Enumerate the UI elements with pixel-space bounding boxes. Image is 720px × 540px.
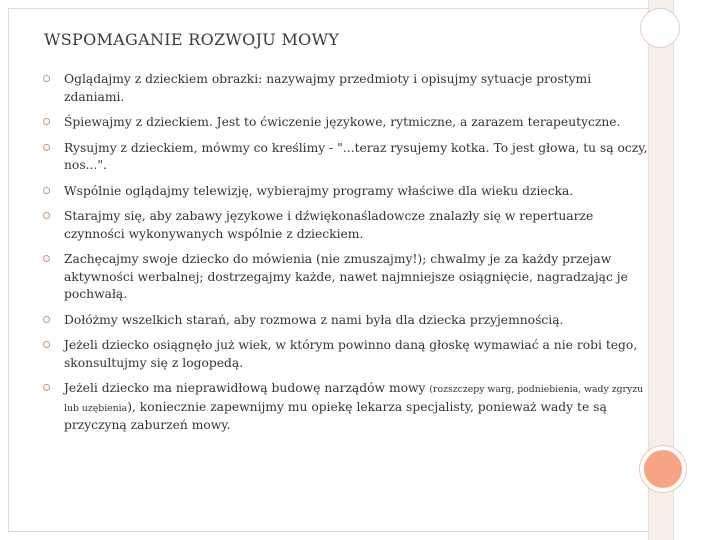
bullet-list xyxy=(40,71,650,443)
list-item-text: Zachęcajmy swoje dziecko do mówienia (nie zmuszajmy!); chwalmy je za każdy przejaw aktywności werbalnej; dostrzegajmy każde, nawet najmniejsze osiągnięcie, nagradzając je pochwałą. xyxy=(64,252,628,301)
list-item xyxy=(40,71,650,106)
list-item-text: Rysujmy z dzieckiem, mówmy co kreślimy - "...teraz rysujemy kotka. To jest głowa, tu są oczy, nos...". xyxy=(64,140,648,172)
list-item xyxy=(40,380,650,435)
circle-bullet-icon xyxy=(43,255,50,262)
frame-left-border xyxy=(8,8,9,532)
circle-bullet-icon xyxy=(43,75,50,82)
list-item xyxy=(40,208,650,243)
list-item xyxy=(40,337,650,372)
list-item-text: Jeżeli dziecko osiągnęło już wiek, w którym powinno daną głoskę wymawiać a nie robi tego, skonsultujmy się z logopedą. xyxy=(64,338,638,370)
circle-bullet-icon xyxy=(43,384,50,391)
list-item xyxy=(40,251,650,304)
circle-bullet-icon xyxy=(43,316,50,323)
circle-bullet-icon xyxy=(43,187,50,194)
slide-title: WSPOMAGANIE ROZWOJU MOWY xyxy=(44,30,340,49)
list-item-text: Oglądajmy z dzieckiem obrazki: nazywajmy przedmioty i opisujmy sytuacje prostymi zdaniami. xyxy=(64,72,592,104)
list-item-text: Dołóżmy wszelkich starań, aby rozmowa z nami była dla dziecka przyjemnością. xyxy=(64,312,564,327)
list-item xyxy=(40,114,650,132)
circle-bullet-icon xyxy=(43,144,50,151)
list-item xyxy=(40,312,650,330)
list-item-text: Wspólnie oglądajmy telewizję, wybierajmy programy właściwe dla wieku dziecka. xyxy=(64,183,574,198)
list-item-text-small: (rozszczepy warg, podniebienia, wady zgryzu lub uzębienia xyxy=(64,384,644,414)
frame-bottom-border xyxy=(8,531,648,532)
list-item xyxy=(40,140,650,175)
list-item-text-before: Jeżeli dziecko ma nieprawidłową budowę narządów mowy xyxy=(64,381,430,395)
list-item-text: Śpiewajmy z dzieckiem. Jest to ćwiczenie językowe, rytmiczne, a zarazem terapeutyczne. xyxy=(64,115,621,129)
circle-bullet-icon xyxy=(43,341,50,348)
list-item xyxy=(40,183,650,201)
list-item-text: Starajmy się, aby zabawy językowe i dźwiękonaśladowcze znalazły się w repertuarze czynności wykonywanych wspólnie z dzieckiem. xyxy=(64,209,594,241)
list-item-text-after: ), koniecznie zapewnijmy mu opiekę lekarza specjalisty, ponieważ wady te są przyczyną zaburzeń mowy. xyxy=(64,399,607,432)
circle-bullet-icon xyxy=(43,212,50,219)
circle-bullet-icon xyxy=(43,118,50,125)
decorative-circle-accent xyxy=(640,446,686,492)
decorative-circle-top xyxy=(640,8,680,48)
